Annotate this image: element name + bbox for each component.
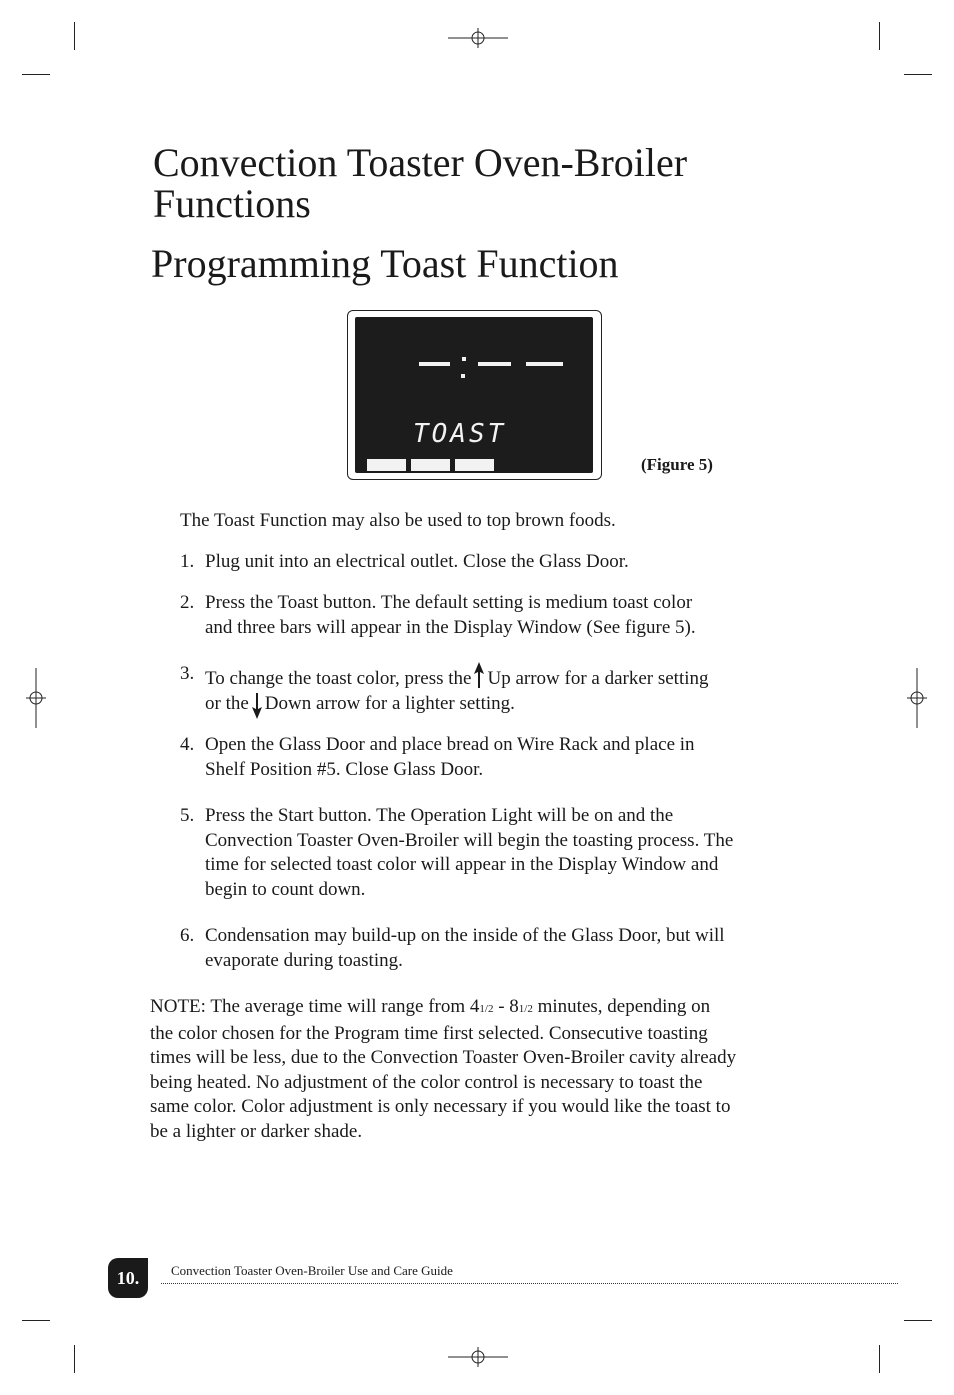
crop-mark — [879, 22, 880, 50]
crop-mark — [904, 74, 932, 75]
toast-mode-label: TOAST — [413, 419, 507, 449]
registration-mark-icon — [448, 28, 508, 48]
list-item — [180, 804, 820, 902]
crop-mark — [879, 1345, 880, 1373]
crop-mark — [904, 1320, 932, 1321]
lcd-colon-dot — [461, 374, 465, 378]
registration-mark-icon — [26, 668, 46, 728]
lcd-colon-dot — [462, 357, 466, 361]
section-title: Programming Toast Function — [151, 241, 619, 286]
step-text: time for selected toast color will appear in the Display Window and — [205, 854, 719, 875]
step-number: 3. — [180, 663, 195, 684]
page-title-line1: Convection Toaster Oven-Broiler — [153, 140, 688, 185]
crop-mark — [74, 22, 75, 50]
note-text: being heated. No adjustment of the color control is necessary to toast the — [150, 1071, 703, 1093]
footer-title: Convection Toaster Oven-Broiler Use and Care Guide — [171, 1263, 453, 1278]
step-text: Condensation may build-up on the inside of the Glass Door, but will — [205, 925, 725, 946]
step-number: 6. — [180, 925, 195, 946]
crop-mark — [22, 1320, 50, 1321]
intro-paragraph: The Toast Function may also be used to top brown foods. — [180, 510, 616, 531]
figure-caption: (Figure 5) — [641, 455, 713, 474]
display-window-figure — [347, 310, 602, 480]
page-title-line2: Functions — [153, 181, 311, 226]
note-text: same color. Color adjustment is only necessary if you would like the toast to — [150, 1096, 731, 1117]
step-number: 4. — [180, 734, 195, 755]
step-text: Down arrow for a lighter setting. — [264, 692, 515, 714]
page-title — [153, 142, 687, 224]
step-text: Plug unit into an electrical outlet. Close the Glass Door. — [205, 551, 629, 572]
lcd-screen — [355, 317, 593, 473]
lcd-dash — [419, 362, 450, 366]
list-item — [180, 550, 820, 575]
lcd-dash — [478, 362, 511, 366]
list-item — [180, 733, 820, 782]
footer-divider — [161, 1283, 898, 1284]
list-item — [180, 662, 820, 719]
step-number: 1. — [180, 551, 195, 572]
step-text: and three bars will appear in the Display Window (See figure 5). — [205, 616, 696, 638]
note-text: be a lighter or darker shade. — [150, 1120, 363, 1142]
registration-mark-icon — [907, 668, 927, 728]
step-text: evaporate during toasting. — [205, 949, 403, 971]
lcd-dash — [526, 362, 563, 366]
step-text: Up arrow for a darker setting — [487, 668, 709, 689]
step-number: 2. — [180, 592, 195, 613]
step-text: begin to count down. — [205, 878, 366, 900]
down-arrow-icon — [251, 693, 263, 719]
toast-color-bar — [411, 459, 450, 471]
step-text: Press the Start button. The Operation Light will be on and the — [205, 805, 674, 826]
step-text: Shelf Position #5. Close Glass Door. — [205, 758, 484, 780]
crop-mark — [22, 74, 50, 75]
list-item — [180, 591, 820, 640]
step-text: Convection Toaster Oven-Broiler will begin the toasting process. The — [205, 829, 734, 851]
note-text: the color chosen for the Program time first selected. Consecutive toasting — [150, 1022, 708, 1044]
toast-color-bar — [367, 459, 406, 471]
note-text: - 8 — [493, 996, 519, 1017]
step-number: 5. — [180, 805, 195, 826]
note-text: NOTE: The average time will range from 4 — [150, 996, 480, 1017]
note-paragraph — [150, 995, 820, 1144]
fraction: 1/2 — [518, 1003, 533, 1015]
fraction: 1/2 — [479, 1003, 494, 1015]
page-number: 10. — [108, 1258, 148, 1298]
toast-color-bar — [455, 459, 494, 471]
step-text: Open the Glass Door and place bread on Wire Rack and place in — [205, 734, 695, 755]
registration-mark-icon — [448, 1347, 508, 1367]
step-text: Press the Toast button. The default setting is medium toast color — [205, 592, 693, 613]
list-item — [180, 924, 820, 973]
crop-mark — [74, 1345, 75, 1373]
step-text: To change the toast color, press the — [205, 668, 472, 689]
note-text: times will be less, due to the Convection Toaster Oven-Broiler cavity already — [150, 1047, 737, 1068]
up-arrow-icon — [473, 662, 485, 688]
step-text: or the — [205, 692, 249, 714]
note-text: minutes, depending on — [532, 996, 711, 1017]
